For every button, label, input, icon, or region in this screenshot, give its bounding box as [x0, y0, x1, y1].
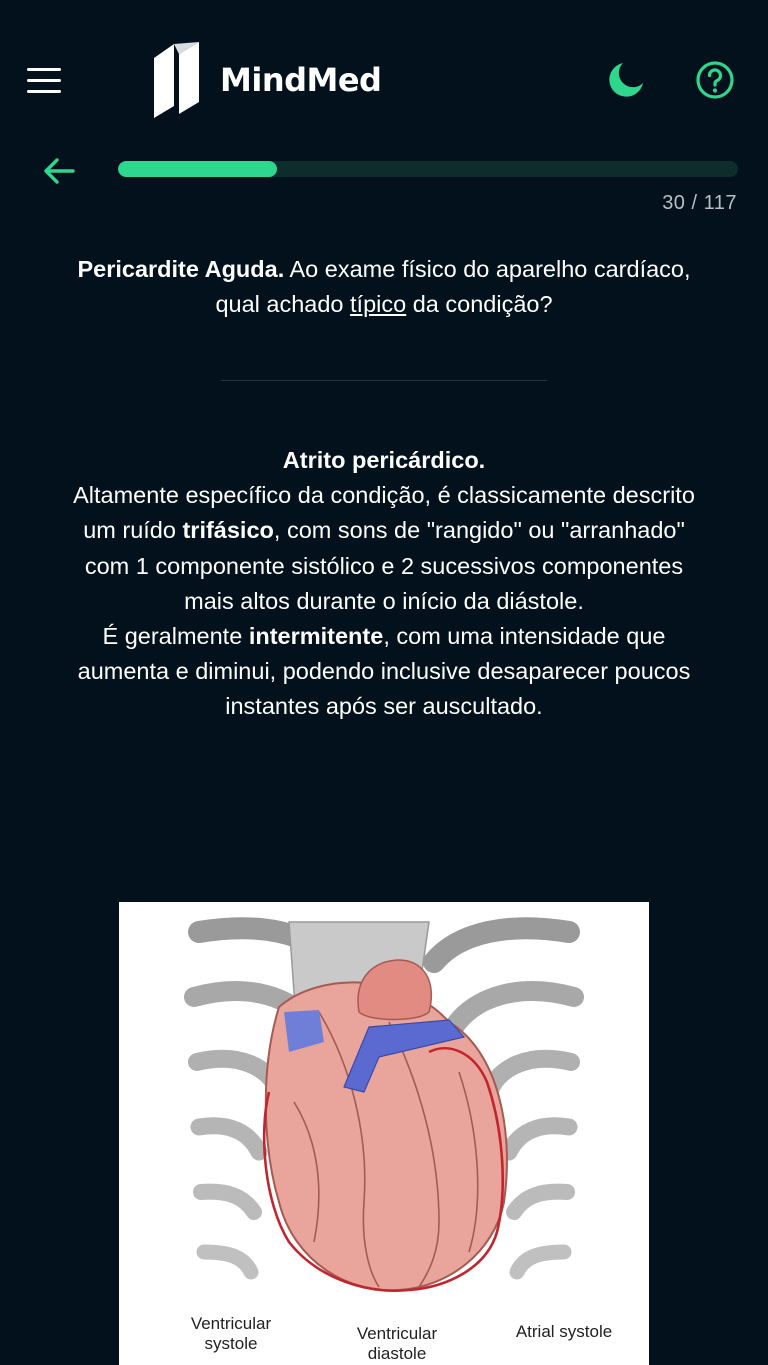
answer-paragraph-1 [70, 478, 698, 619]
progress-bar [118, 161, 738, 177]
question-body: Ao exame físico do aparelho cardíaco, qual achado [215, 256, 691, 317]
help-circle-icon[interactable] [695, 60, 735, 100]
question-end: da condição? [406, 291, 553, 317]
heart-illustration [119, 902, 649, 1365]
answer-p2-text: É geralmente [102, 623, 249, 650]
question-emphasis: típico [350, 291, 407, 317]
logo-text: MindMed [220, 61, 382, 99]
question-topic: Pericardite Aguda. [77, 256, 285, 282]
question-text [60, 252, 708, 322]
heart-diagram [119, 902, 649, 1365]
moon-icon[interactable] [606, 60, 646, 100]
app-logo [150, 40, 381, 120]
mindmed-logo-icon [150, 40, 210, 120]
app-header [0, 0, 768, 160]
answer-p1-text: Altamente específico da condição, é classicamente descrito um ruído [73, 482, 695, 544]
label-ventricular-systole: Ventricular systole [190, 1314, 272, 1353]
progress-count: 30 / 117 [662, 192, 737, 214]
label-ventricular-diastole: Ventricular diastole [356, 1324, 438, 1363]
hamburger-menu-icon[interactable] [27, 68, 61, 94]
answer-p1-text-end: , com sons de "rangido" ou "arranhado" com 1 componente sistólico e 2 sucessivos componentes mais altos durante o início da diástole. [84, 517, 685, 614]
divider [221, 380, 547, 381]
answer-p1-bold: trifásico [182, 517, 274, 544]
progress-fill [118, 161, 277, 177]
label-atrial-systole: Atrial systole [515, 1322, 613, 1341]
answer-p2-text-end: , com uma intensidade que aumenta e diminui, podendo inclusive desaparecer poucos instantes após ser auscultado. [77, 623, 691, 720]
answer-title: Atrito pericárdico. [282, 447, 486, 473]
answer-p2-bold: intermitente [248, 623, 384, 650]
answer-text [70, 443, 698, 725]
back-arrow-icon[interactable] [40, 152, 78, 190]
answer-paragraph-2 [70, 619, 698, 725]
